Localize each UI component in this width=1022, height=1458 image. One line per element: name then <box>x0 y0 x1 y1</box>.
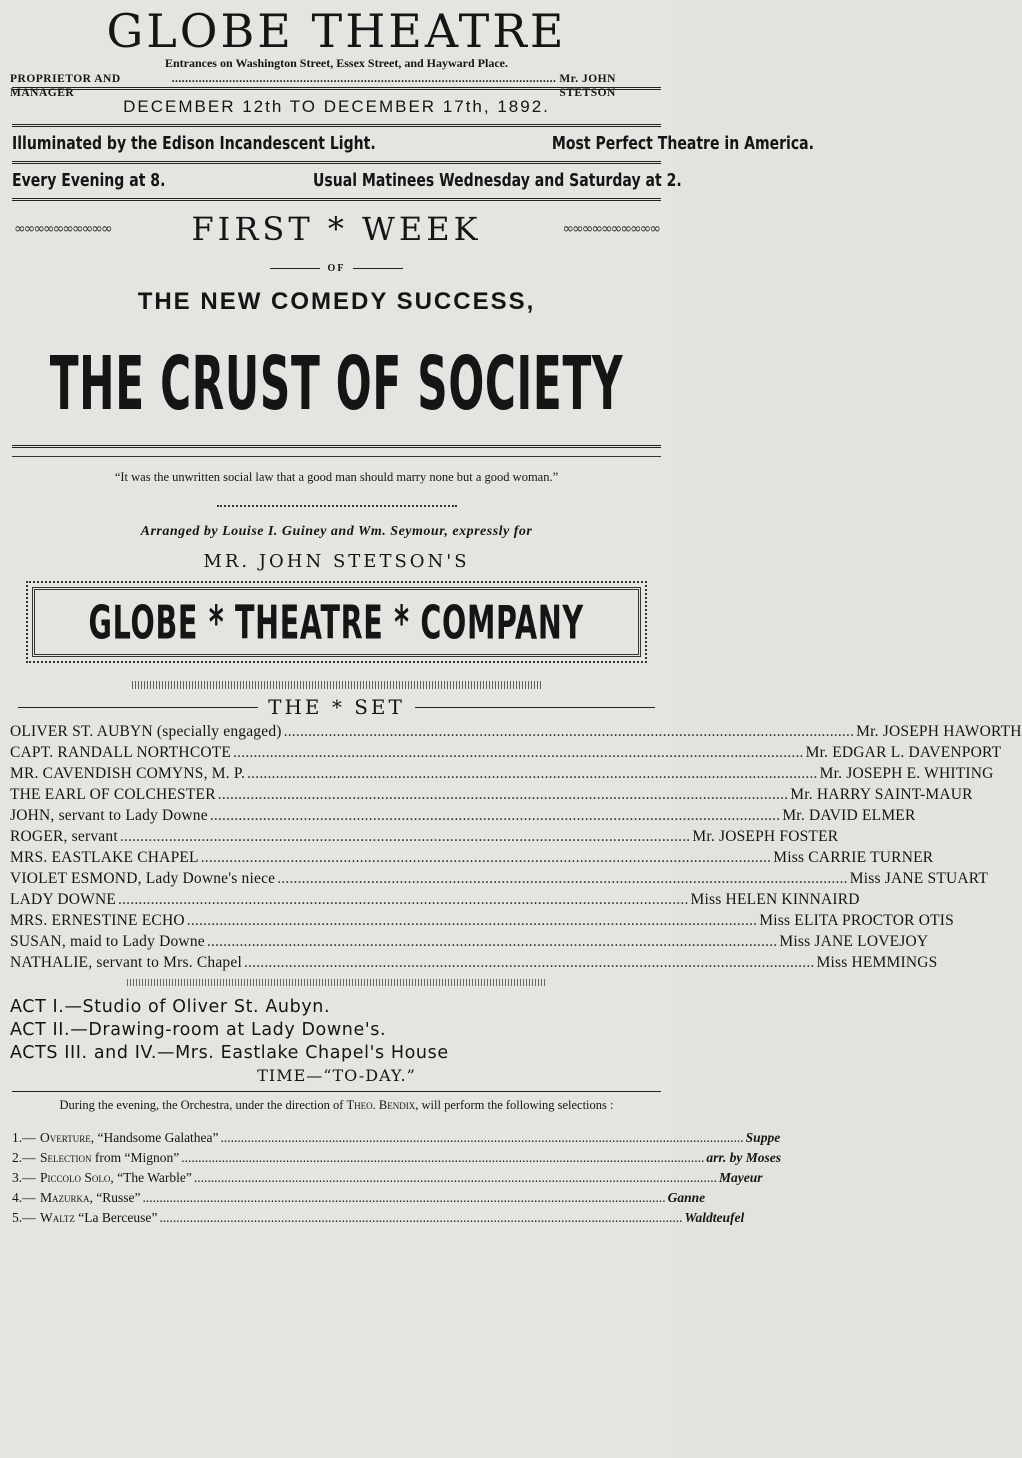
cast-role: OLIVER ST. AUBYN (specially engaged) <box>10 723 282 740</box>
cast-actor: Miss ELITA PROCTOR OTIS <box>759 912 954 929</box>
cast-actor: Mr. JOSEPH E. WHITING <box>819 765 994 782</box>
music-composer: arr. by Moses <box>706 1150 781 1165</box>
cast-role: CAPT. RANDALL NORTHCOTE <box>10 744 232 761</box>
music-composer: Mayeur <box>719 1170 763 1185</box>
cast-row <box>10 721 1022 742</box>
music-piece <box>40 1208 157 1228</box>
music-number: 2.— <box>12 1150 36 1165</box>
cast-row <box>10 847 934 868</box>
music-kind: Waltz <box>40 1210 75 1225</box>
music-row <box>8 1208 745 1228</box>
music-kind: Mazurka <box>40 1190 90 1205</box>
cast-role: VIOLET ESMOND, Lady Downe's niece <box>10 870 276 887</box>
entrances-line: Entrances on Washington Street, Essex Street, and Hayward Place. <box>164 56 508 70</box>
cast-actor: Miss JANE STUART <box>849 870 989 887</box>
cast-actor: Miss HEMMINGS <box>816 954 938 971</box>
orchestra-intro-post: , will perform the following selections : <box>415 1098 614 1112</box>
first-week-heading: FIRST * WEEK <box>191 210 482 248</box>
cast-role: MRS. ERNESTINE ECHO <box>10 912 185 929</box>
first-week-line <box>8 201 665 257</box>
cast-actor: Miss HELEN KINNAIRD <box>690 891 860 908</box>
of-text: OF <box>327 262 346 274</box>
orchestra-director: Theo. Bendix <box>346 1098 416 1112</box>
cast-role: THE EARL OF COLCHESTER <box>10 786 216 803</box>
cast-actor: Miss CARRIE TURNER <box>773 849 934 866</box>
cast-actor: Mr. JOSEPH HAWORTH <box>856 723 1022 740</box>
orchestra-intro <box>8 1098 665 1128</box>
music-title: , “Russe” <box>89 1190 141 1205</box>
cast-row <box>10 763 994 784</box>
music-composer: Ganne <box>667 1190 706 1205</box>
music-number: 3.— <box>12 1170 36 1185</box>
cast-row <box>10 826 839 847</box>
orchestra-intro-pre: During the evening, the Orchestra, under the direction of <box>59 1098 344 1112</box>
cast-role: MRS. EASTLAKE CHAPEL <box>10 849 199 866</box>
of-line <box>8 257 665 279</box>
cast-role: MR. CAVENDISH COMYNS, M. P. <box>10 765 246 782</box>
music-row <box>8 1148 781 1168</box>
music-number: 1.— <box>12 1130 36 1145</box>
music-kind: Piccolo Solo <box>40 1170 111 1185</box>
cast-role: SUSAN, maid to Lady Downe <box>10 933 205 950</box>
ornament-left: ∞∞∞∞∞∞∞∞∞∞ <box>14 221 111 237</box>
company-frame <box>26 581 647 663</box>
divider <box>12 445 661 448</box>
act-line: ACTS III. and IV.—Mrs. Eastlake Chapel's House <box>10 1043 449 1063</box>
proprietor-line <box>8 72 665 99</box>
cast-role: ROGER, servant <box>10 828 118 845</box>
cast-row <box>10 952 938 973</box>
cast-row <box>10 868 989 889</box>
music-title: from “Mignon” <box>91 1150 180 1165</box>
act-line: ACT I.—Studio of Oliver St. Aubyn. <box>10 997 331 1017</box>
music-composer: Waldteufel <box>684 1210 745 1225</box>
cast-actor: Mr. HARRY SAINT-MAUR <box>790 786 973 803</box>
play-title-box <box>8 325 665 445</box>
quote-line: “It was the unwritten social law that a good man should marry none but a good woman.” <box>114 470 559 484</box>
arranged-by-line: Arranged by Louise I. Guiney and Wm. Seymour, expressly for <box>140 524 533 539</box>
music-title: “La Berceuse” <box>74 1210 158 1225</box>
dates-line: DECEMBER 12th TO DECEMBER 17th, 1892. <box>123 97 550 116</box>
cast-actor: Mr. JOSEPH FOSTER <box>692 828 839 845</box>
cast-row <box>10 910 954 931</box>
music-kind: Selection <box>40 1150 92 1165</box>
stetson-line: MR. JOHN STETSON'S <box>203 551 470 572</box>
matinees-text: Usual Matinees Wednesday and Saturday at 2. <box>312 170 682 191</box>
music-piece <box>40 1168 192 1188</box>
proprietor-label: PROPRIETOR AND MANAGER <box>10 73 121 99</box>
cast-row <box>10 784 973 805</box>
hatch-divider <box>132 681 542 689</box>
cast-actor: Mr. DAVID ELMER <box>782 807 916 824</box>
evening-text: Every Evening at 8. <box>12 170 166 191</box>
illuminated-line <box>8 127 815 161</box>
cast-row <box>10 889 860 910</box>
music-row <box>8 1168 763 1188</box>
music-kind: Overture <box>40 1130 91 1145</box>
leader-dots: .................................................................................................................. <box>171 73 557 85</box>
cast-list <box>8 721 1022 973</box>
play-title: THE CRUST OF SOCIETY <box>49 342 624 428</box>
cast-row <box>10 931 929 952</box>
most-perfect-text: Most Perfect Theatre in America. <box>552 133 815 154</box>
music-number: 5.— <box>12 1210 36 1225</box>
company-name: GLOBE * THEATRE * COMPANY <box>88 595 585 649</box>
illuminated-text: Illuminated by the Edison Incandescent Light. <box>12 133 376 154</box>
music-number: 4.— <box>12 1190 36 1205</box>
music-title: , “Handsome Galathea” <box>90 1130 219 1145</box>
music-piece <box>40 1148 179 1168</box>
divider <box>12 1091 661 1092</box>
ornament-right: ∞∞∞∞∞∞∞∞∞∞ <box>562 221 659 237</box>
cast-heading-line <box>8 695 665 719</box>
music-row <box>8 1128 781 1148</box>
theatre-title: GLOBE THEATRE <box>106 4 567 58</box>
music-list <box>8 1128 781 1228</box>
proprietor-name: Mr. JOHN STETSON <box>559 73 616 99</box>
new-comedy-heading: THE NEW COMEDY SUCCESS, <box>137 288 536 315</box>
cast-actor: Miss JANE LOVEJOY <box>779 933 929 950</box>
cast-role: LADY DOWNE <box>10 891 117 908</box>
music-title: , “The Warble” <box>110 1170 192 1185</box>
schedule-line <box>8 164 682 198</box>
act-line: ACT II.—Drawing-room at Lady Downe's. <box>10 1020 387 1040</box>
time-line: TIME—“TO-DAY.” <box>257 1066 416 1085</box>
cast-role: JOHN, servant to Lady Downe <box>10 807 208 824</box>
music-piece <box>40 1128 219 1148</box>
music-composer: Suppe <box>745 1130 781 1145</box>
music-piece <box>40 1188 141 1208</box>
hatch-divider <box>127 979 547 986</box>
cast-heading: THE * SET <box>268 695 405 719</box>
cast-role: NATHALIE, servant to Mrs. Chapel <box>10 954 242 971</box>
ornament-divider <box>8 497 665 515</box>
cast-actor: Mr. EDGAR L. DAVENPORT <box>805 744 1002 761</box>
cast-row <box>10 805 916 826</box>
cast-row <box>10 742 1002 763</box>
music-row <box>8 1188 706 1208</box>
